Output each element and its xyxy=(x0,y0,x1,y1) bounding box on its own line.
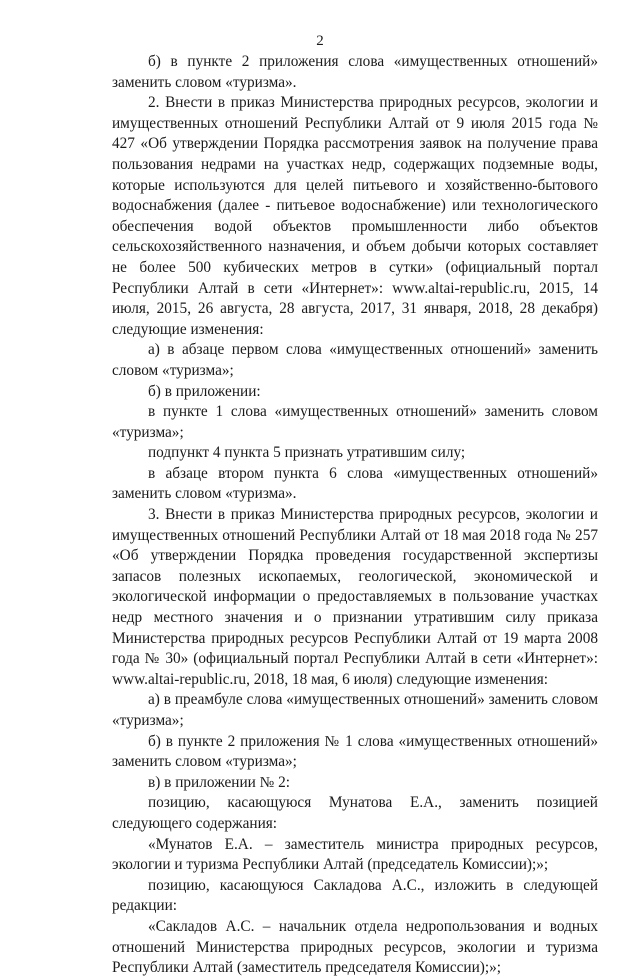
paragraph-munatov-position: позицию, касающуюся Мунатова Е.А., заменить позицией следующего содержания: xyxy=(112,794,598,832)
paragraph-sakladov-position: позицию, касающуюся Сакладова А.С., изложить в следующей редакции: xyxy=(112,876,598,915)
paragraph-2-order-427: 2. Внести в приказ Министерства природных ресурсов, экологии и имущественных отношений Республики Алтай от 9 июля 2015 года № 427 «Об утверждении Порядка рассмотрения заявок на получение права пользования недрами на участках недр, содержащих подземные воды, которые используются для целей питьевого и хозяйственно-бытового водоснабжения (далее - питьевое водоснабжение) или технологического обеспечения водой объектов промышленности либо объектов сельскохозяйственного назначения, и объем добычи которых составляет не более 500 кубических метров в сутки» (официальный портал Республики Алтай в сети «Интернет»: www.altai-republic.ru, 2015, 14 июля, 2015, 26 августа, 28 августа, 2017, 31 января, 2018, 28 декабря) следующие изменения: xyxy=(112,94,598,338)
paragraph-2b-appendix: б) в приложении: xyxy=(148,382,261,400)
paragraph-2b-subpoint-4: подпункт 4 пункта 5 признать утратившим силу; xyxy=(148,444,466,462)
paragraph-3-order-257: 3. Внести в приказ Министерства природных ресурсов, экологии и имущественных отношений Республики Алтай от 18 мая 2018 года № 257 «Об утверждении Порядка проведения государственной экспертизы запасов полезных ископаемых, геологической, экономической и экологической информации о предоставляемых в пользование участках недр местного значения и о признании утратившим силу приказа Министерства природных ресурсов Республики Алтай от 19 марта 2008 года № 30» (официальный портал Республики Алтай в сети «Интернет»: www.altai-republic.ru, 2018, 18 мая, 6 июля) следующие изменения: xyxy=(112,506,598,688)
paragraph-2b-point-1: в пункте 1 слова «имущественных отношений» заменить словом «туризма»; xyxy=(112,403,598,441)
paragraph-2a-first-abzac: а) в абзаце первом слова «имущественных отношений» заменить словом «туризма»; xyxy=(112,341,598,379)
document-body xyxy=(112,52,598,979)
paragraph-3b-appendix-1: б) в пункте 2 приложения № 1 слова «имущественных отношений» заменить словом «туризма»; xyxy=(112,732,598,771)
page-number: 2 xyxy=(316,33,324,49)
paragraph-3v-appendix-2: в) в приложении № 2: xyxy=(148,773,290,791)
paragraph-1b-tourism-replacement: б) в пункте 2 приложения слова «имущественных отношений» заменить словом «туризма». xyxy=(112,53,598,91)
paragraph-2b-point-6: в абзаце втором пункта 6 слова «имущественных отношений» заменить словом «туризма». xyxy=(112,464,598,503)
paragraph-sakladov-text: «Сакладов А.С. – начальник отдела недропользования и водных отношений Министерства природных ресурсов, экологии и туризма Республики Алтай (заместитель председателя Комиссии);»; xyxy=(112,917,598,977)
paragraph-munatov-text: «Мунатов Е.А. – заместитель министра природных ресурсов, экологии и туризма Республики Алтай (председатель Комиссии);»; xyxy=(112,835,598,874)
paragraph-3a-preamble: а) в преамбуле слова «имущественных отношений» заменить словом «туризма»; xyxy=(112,691,598,729)
